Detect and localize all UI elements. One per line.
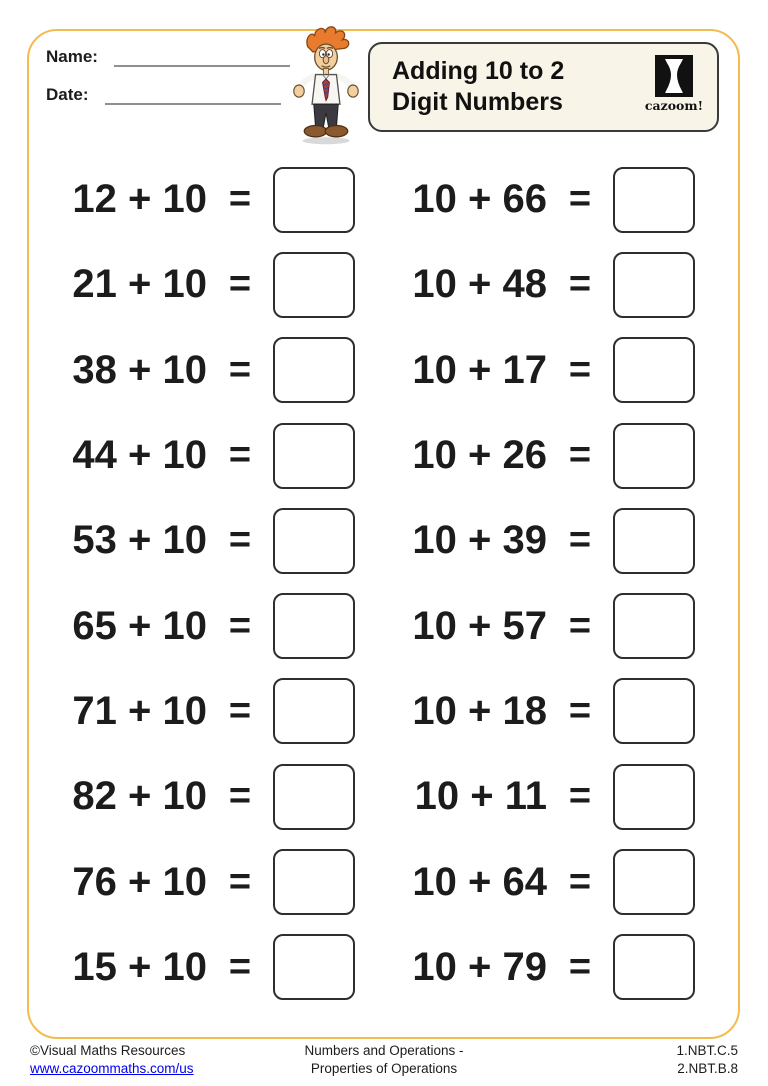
answer-box[interactable] bbox=[273, 337, 355, 403]
answer-box[interactable] bbox=[613, 252, 695, 318]
title-line-2: Digit Numbers bbox=[392, 88, 563, 116]
name-label: Name: bbox=[46, 47, 98, 66]
problem-expression: 71 + 10 bbox=[72, 688, 207, 733]
problem-row bbox=[45, 925, 375, 1010]
equals-sign: = bbox=[568, 860, 592, 903]
problem-row bbox=[45, 583, 375, 668]
standard-code-2: 2.NBT.B.8 bbox=[677, 1061, 738, 1077]
equals-sign: = bbox=[568, 519, 592, 562]
answer-box[interactable] bbox=[273, 423, 355, 489]
equals-sign: = bbox=[568, 604, 592, 647]
standard-code-1: 1.NBT.C.5 bbox=[676, 1043, 738, 1058]
answer-box[interactable] bbox=[273, 678, 355, 744]
answer-box[interactable] bbox=[273, 764, 355, 830]
problem-expression: 10 + 18 bbox=[412, 688, 547, 733]
problem-expression: 82 + 10 bbox=[72, 774, 207, 819]
problem-expression: 10 + 79 bbox=[412, 944, 547, 989]
answer-box[interactable] bbox=[613, 593, 695, 659]
title-line-1: Adding 10 to 2 bbox=[392, 57, 565, 85]
footer-standards bbox=[676, 1042, 738, 1078]
problem-expression: 10 + 66 bbox=[412, 177, 547, 222]
cazoom-hourglass-icon bbox=[655, 55, 693, 97]
answer-box[interactable] bbox=[273, 508, 355, 574]
problem-expression: 76 + 10 bbox=[72, 859, 207, 904]
answer-box[interactable] bbox=[613, 337, 695, 403]
problem-expression: 10 + 39 bbox=[412, 518, 547, 563]
problem-expression: 44 + 10 bbox=[72, 433, 207, 478]
problem-row bbox=[45, 754, 375, 839]
equals-sign: = bbox=[228, 434, 252, 477]
problems-left-column bbox=[45, 157, 375, 1010]
mascot-cartoon-man-icon bbox=[286, 24, 366, 146]
problem-row bbox=[385, 328, 715, 413]
answer-box[interactable] bbox=[273, 934, 355, 1000]
problem-row bbox=[45, 498, 375, 583]
problem-row bbox=[385, 413, 715, 498]
problem-row bbox=[45, 413, 375, 498]
equals-sign: = bbox=[568, 689, 592, 732]
problem-expression: 10 + 17 bbox=[412, 347, 547, 392]
equals-sign: = bbox=[568, 263, 592, 306]
equals-sign: = bbox=[568, 178, 592, 221]
problem-row bbox=[385, 242, 715, 327]
title-box bbox=[368, 42, 719, 132]
problem-row bbox=[385, 754, 715, 839]
footer-topic bbox=[304, 1042, 463, 1078]
problem-row bbox=[45, 157, 375, 242]
problem-row bbox=[45, 242, 375, 327]
equals-sign: = bbox=[228, 689, 252, 732]
problem-expression: 38 + 10 bbox=[72, 347, 207, 392]
equals-sign: = bbox=[228, 178, 252, 221]
answer-box[interactable] bbox=[273, 252, 355, 318]
equals-sign: = bbox=[228, 519, 252, 562]
problem-expression: 10 + 57 bbox=[412, 603, 547, 648]
equals-sign: = bbox=[228, 348, 252, 391]
equals-sign: = bbox=[568, 434, 592, 477]
problem-row bbox=[385, 583, 715, 668]
answer-box[interactable] bbox=[613, 934, 695, 1000]
website-link[interactable]: www.cazoommaths.com/us bbox=[30, 1061, 194, 1077]
problem-expression: 21 + 10 bbox=[72, 262, 207, 307]
problem-expression: 10 + 64 bbox=[412, 859, 547, 904]
cazoom-logo-text: cazoom! bbox=[644, 98, 704, 113]
footer-attribution bbox=[30, 1042, 194, 1078]
copyright-text: ©Visual Maths Resources bbox=[30, 1043, 186, 1058]
problem-expression: 10 + 26 bbox=[412, 433, 547, 478]
equals-sign: = bbox=[228, 775, 252, 818]
problem-row bbox=[385, 839, 715, 924]
answer-box[interactable] bbox=[613, 764, 695, 830]
date-write-line[interactable] bbox=[105, 88, 281, 105]
name-field-row bbox=[46, 47, 290, 67]
problem-row bbox=[45, 328, 375, 413]
answer-box[interactable] bbox=[613, 508, 695, 574]
problem-expression: 12 + 10 bbox=[72, 177, 207, 222]
problem-expression: 10 + 48 bbox=[412, 262, 547, 307]
answer-box[interactable] bbox=[613, 849, 695, 915]
date-field-row bbox=[46, 85, 281, 105]
problem-expression: 65 + 10 bbox=[72, 603, 207, 648]
name-write-line[interactable] bbox=[114, 50, 290, 67]
equals-sign: = bbox=[568, 348, 592, 391]
problem-row bbox=[385, 157, 715, 242]
problem-expression: 10 + 11 bbox=[414, 774, 547, 819]
topic-line-2: Properties of Operations bbox=[310, 1061, 458, 1077]
problem-row bbox=[45, 839, 375, 924]
answer-box[interactable] bbox=[273, 593, 355, 659]
problem-row bbox=[45, 669, 375, 754]
topic-line-1: Numbers and Operations - bbox=[304, 1043, 464, 1058]
answer-box[interactable] bbox=[273, 849, 355, 915]
equals-sign: = bbox=[228, 263, 252, 306]
problem-row bbox=[385, 925, 715, 1010]
problem-row bbox=[385, 669, 715, 754]
answer-box[interactable] bbox=[613, 678, 695, 744]
worksheet-title bbox=[392, 56, 564, 118]
equals-sign: = bbox=[228, 860, 252, 903]
problem-expression: 15 + 10 bbox=[72, 944, 207, 989]
answer-box[interactable] bbox=[613, 167, 695, 233]
equals-sign: = bbox=[228, 945, 252, 988]
answer-box[interactable] bbox=[273, 167, 355, 233]
equals-sign: = bbox=[228, 604, 252, 647]
date-label: Date: bbox=[46, 85, 89, 104]
equals-sign: = bbox=[568, 775, 592, 818]
problem-row bbox=[385, 498, 715, 583]
problem-expression: 53 + 10 bbox=[72, 518, 207, 563]
problems-right-column bbox=[385, 157, 715, 1010]
answer-box[interactable] bbox=[613, 423, 695, 489]
equals-sign: = bbox=[568, 945, 592, 988]
cazoom-logo bbox=[643, 55, 705, 113]
